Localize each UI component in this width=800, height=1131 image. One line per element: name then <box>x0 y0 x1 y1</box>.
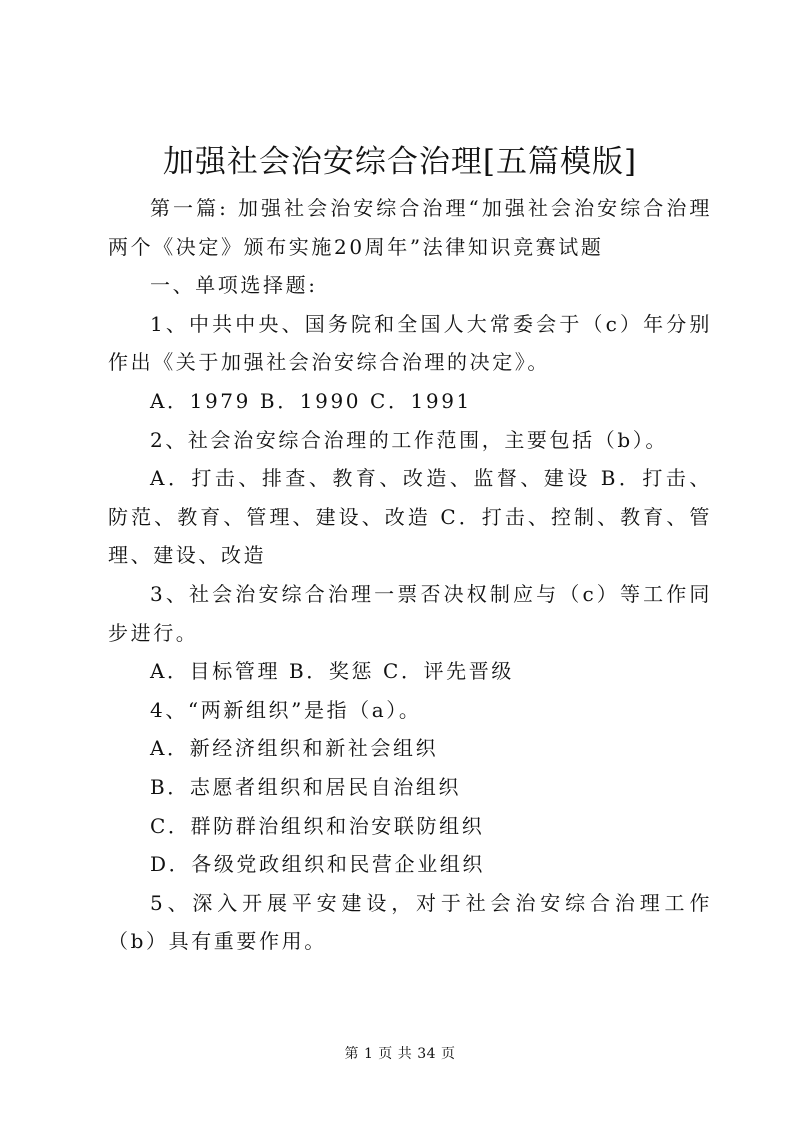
paragraph-intro: 第一篇: 加强社会治安综合治理“加强社会治安综合治理两个《决定》颁布实施20周年”法律知识竞赛试题 <box>108 196 712 259</box>
question-1-options: A．1979 B．1990 C．1991 <box>150 388 472 413</box>
question-3: 3、社会治安综合治理一票否决权制应与（c）等工作同步进行。 <box>108 581 712 645</box>
question-4-option-d: D．各级党政组织和民营企业组织 <box>150 852 486 877</box>
question-1: 1、中共中央、国务院和全国人大常委会于（c）年分别作出《关于加强社会治安综合治理的决定》。 <box>108 311 712 375</box>
question-2-options: A．打击、排查、教育、改造、监督、建设 B．打击、防范、教育、管理、建设、改造 C．打击、控制、教育、管理、建设、改造 <box>108 466 712 568</box>
question-4: 4、“两新组织”是指（a）。 <box>150 697 422 722</box>
question-4-option-b: B．志愿者组织和居民自治组织 <box>150 774 462 799</box>
document-body <box>108 189 712 961</box>
document-title: 加强社会治安综合治理[五篇模版] <box>162 144 638 180</box>
page-footer: 第 1 页 共 34 页 <box>344 1046 456 1062</box>
question-4-option-c: C．群防群治组织和治安联防组织 <box>150 813 485 838</box>
question-5: 5、深入开展平安建设，对于社会治安综合治理工作（b）具有重要作用。 <box>108 890 712 954</box>
section-heading: 一、单项选择题: <box>150 273 318 298</box>
question-3-options: A．目标管理 B．奖惩 C．评先晋级 <box>150 659 514 684</box>
question-2: 2、社会治安综合治理的工作范围，主要包括（b）。 <box>150 427 668 452</box>
question-4-option-a: A．新经济组织和新社会组织 <box>150 736 439 761</box>
